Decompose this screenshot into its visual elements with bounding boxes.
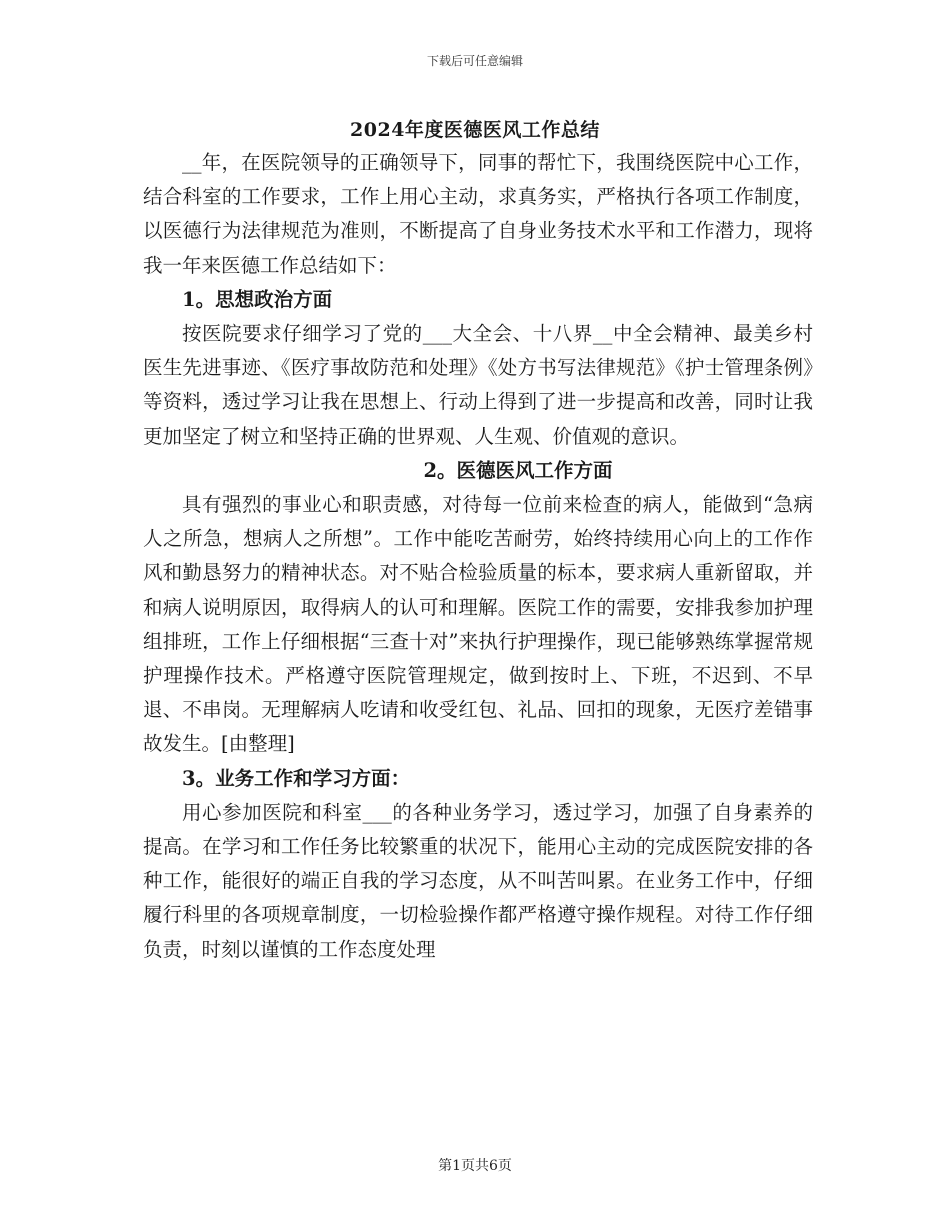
header-note: 下载后可任意编辑 xyxy=(426,54,523,68)
document-body xyxy=(143,146,813,967)
section-heading-2: 2。医德医风工作方面 xyxy=(423,458,613,482)
document-title: 2024年度医德医风工作总结 xyxy=(350,119,600,141)
section-paragraph-2: 具有强烈的事业心和职责感，对待每一位前来检查的病人，能做到“急病人之所急，想病人之所想”。工作中能吃苦耐劳，始终持续用心向上的工作作风和勤恳努力的精神状态。对不贴合检验质量的标本，要求病人重新留取，并和病人说明原因，取得病人的认可和理解。医院工作的需要，安排我参加护理组排班，工作上仔细根据“三查十对”来执行护理操作，现已能够熟练掌握常规护理操作技术。严格遵守医院管理规定，做到按时上、下班，不迟到、不早退、不串岗。无理解病人吃请和收受红包、礼品、回扣的现象，无医疗差错事故发生。[由整理] xyxy=(143,493,813,756)
page-number: 第1页共6页 xyxy=(438,1158,512,1174)
intro-paragraph: __年，在医院领导的正确领导下，同事的帮忙下，我围绕医院中心工作，结合科室的工作要求，工作上用心主动，求真务实，严格执行各项工作制度，以医德行为法律规范为准则，不断提高了自身业务技术水平和工作潜力，现将我一年来医德工作总结如下： xyxy=(143,151,813,277)
section-heading-1: 1。思想政治方面 xyxy=(182,287,333,311)
section-paragraph-3: 用心参加医院和科室___的各种业务学习，透过学习，加强了自身素养的提高。在学习和工作任务比较繁重的状况下，能用心主动的完成医院安排的各种工作，能很好的端正自我的学习态度，从不叫苦叫累。在业务工作中，仔细履行科里的各项规章制度，一切检验操作都严格遵守操作规程。对待工作仔细负责，时刻以谨慎的工作态度处理 xyxy=(143,800,813,961)
section-paragraph-1: 按医院要求仔细学习了党的___大全会、十八界__中全会精神、最美乡村医生先进事迹、《医疗事故防范和处理》《处方书写法律规范》《护士管理条例》等资料，透过学习让我在思想上、行动上得到了进一步提高和改善，同时让我更加坚定了树立和坚持正确的世界观、人生观、价值观的意识。 xyxy=(143,322,813,448)
section-heading-3: 3。业务工作和学习方面： xyxy=(182,766,411,790)
